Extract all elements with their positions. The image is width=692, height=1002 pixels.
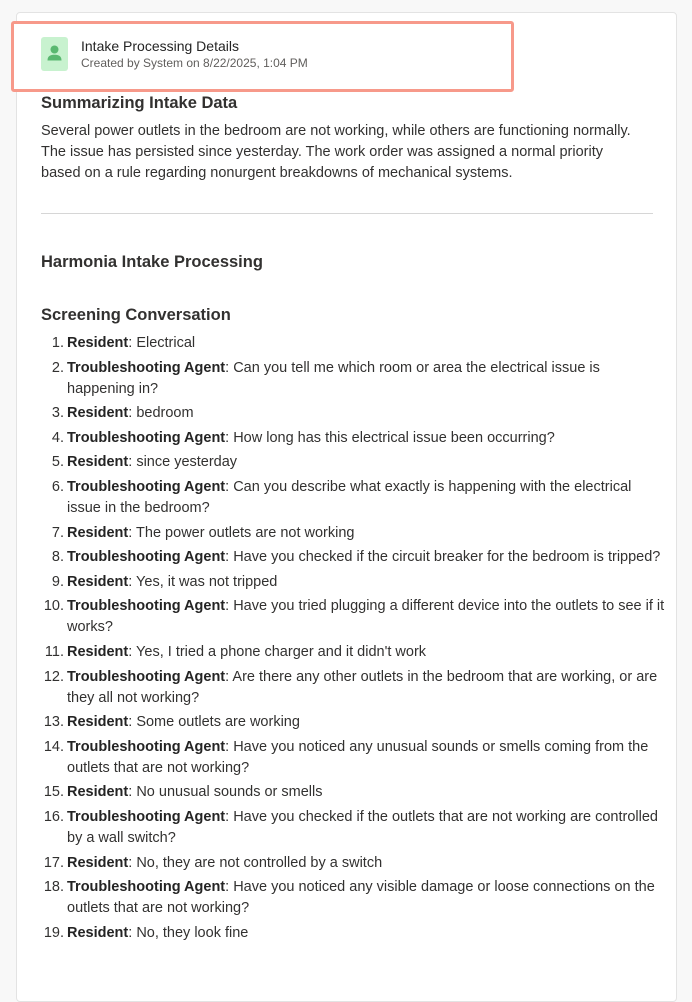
message-text: No, they are not controlled by a switch bbox=[136, 854, 383, 871]
speaker-label: Troubleshooting Agent bbox=[67, 359, 226, 376]
speaker-label: Troubleshooting Agent bbox=[67, 808, 226, 825]
conversation-item: 5. Resident: since yesterday bbox=[67, 452, 679, 473]
speaker-label: Resident bbox=[67, 405, 129, 422]
speaker-label: Resident bbox=[67, 924, 129, 941]
conversation-item: 3. Resident: bedroom bbox=[67, 403, 679, 424]
item-number: 3. bbox=[51, 405, 64, 422]
message-text: Have you checked if the circuit breaker for the bedroom is tripped? bbox=[233, 549, 661, 566]
message-text: Have you noticed any unusual sounds or smells coming from the outlets that are not working? bbox=[67, 738, 649, 776]
item-number: 13. bbox=[43, 714, 64, 731]
message-text: Are there any other outlets in the bedroom that are working, or are they all not working? bbox=[67, 668, 658, 706]
speaker-label: Troubleshooting Agent bbox=[67, 429, 226, 446]
conversation-item: 12. Troubleshooting Agent: Are there any other outlets in the bedroom that are working, or are they all not working? bbox=[67, 667, 679, 709]
conversation-item: 4. Troubleshooting Agent: How long has this electrical issue been occurring? bbox=[67, 428, 679, 449]
conversation-item: 9. Resident: Yes, it was not tripped bbox=[67, 572, 679, 593]
conversation-item: 13. Resident: Some outlets are working bbox=[67, 712, 679, 733]
message-text: Have you noticed any visible damage or loose connections on the outlets that are not working? bbox=[67, 879, 655, 917]
header-subtitle: Created by System on 8/22/2025, 1:04 PM bbox=[81, 56, 308, 70]
conversation-item: 15. Resident: No unusual sounds or smells bbox=[67, 782, 679, 803]
conversation-heading: Screening Conversation bbox=[41, 306, 231, 324]
processing-heading: Harmonia Intake Processing bbox=[41, 253, 263, 271]
message-text: Yes, it was not tripped bbox=[136, 573, 278, 590]
item-number: 9. bbox=[51, 573, 64, 590]
message-text: Can you tell me which room or area the electrical issue is happening in? bbox=[67, 359, 600, 397]
conversation-item: 16. Troubleshooting Agent: Have you checked if the outlets that are not working are controlled by a wall switch? bbox=[67, 807, 679, 849]
conversation-item: 14. Troubleshooting Agent: Have you noticed any unusual sounds or smells coming from the outlets that are not working? bbox=[67, 737, 679, 779]
summary-text: Several power outlets in the bedroom are not working, while others are functioning normally. The issue has persisted since yesterday. The work order was assigned a normal priority based on a rule regarding nonurgent breakdowns of mechanical systems. bbox=[41, 123, 631, 181]
conversation-item: 1. Resident: Electrical bbox=[67, 333, 679, 354]
item-number: 11. bbox=[44, 643, 64, 660]
conversation-item: 8. Troubleshooting Agent: Have you checked if the circuit breaker for the bedroom is tripped? bbox=[67, 547, 679, 568]
message-text: Have you tried plugging a different device into the outlets to see if it works? bbox=[67, 598, 665, 636]
speaker-label: Troubleshooting Agent bbox=[67, 738, 226, 755]
speaker-label: Resident bbox=[67, 784, 129, 801]
speaker-label: Resident bbox=[67, 454, 129, 471]
item-number: 8. bbox=[51, 549, 64, 566]
message-text: Some outlets are working bbox=[136, 714, 300, 731]
message-text: Electrical bbox=[136, 335, 196, 351]
item-number: 2. bbox=[51, 359, 64, 376]
item-number: 19. bbox=[43, 924, 64, 941]
item-number: 15. bbox=[43, 784, 64, 801]
conversation-item: 17. Resident: No, they are not controlled by a switch bbox=[67, 853, 679, 874]
message-text: How long has this electrical issue been occurring? bbox=[233, 429, 555, 446]
item-number: 7. bbox=[51, 524, 64, 541]
speaker-label: Resident bbox=[67, 643, 129, 660]
speaker-label: Troubleshooting Agent bbox=[67, 478, 226, 495]
conversation-item: 19. Resident: No, they look fine bbox=[67, 923, 679, 944]
speaker-label: Resident bbox=[67, 524, 129, 541]
item-number: 5. bbox=[51, 454, 64, 471]
message-text: The power outlets are not working bbox=[136, 524, 355, 541]
message-text: Can you describe what exactly is happening with the electrical issue in the bedroom? bbox=[67, 478, 632, 516]
summary-heading: Summarizing Intake Data bbox=[41, 94, 238, 112]
conversation-item: 6. Troubleshooting Agent: Can you describe what exactly is happening with the electrical issue in the bedroom? bbox=[67, 477, 679, 519]
item-number: 14. bbox=[43, 738, 64, 755]
message-text: No, they look fine bbox=[136, 924, 249, 941]
item-number: 6. bbox=[51, 478, 64, 495]
speaker-label: Troubleshooting Agent bbox=[67, 668, 226, 685]
conversation-item: 18. Troubleshooting Agent: Have you noticed any visible damage or loose connections on the outlets that are not working? bbox=[67, 877, 679, 919]
item-number: 12. bbox=[43, 668, 64, 685]
message-text: bedroom bbox=[136, 405, 194, 422]
item-number: 18. bbox=[43, 879, 64, 896]
item-number: 10. bbox=[43, 598, 64, 615]
item-number: 16. bbox=[43, 808, 64, 825]
header-title: Intake Processing Details bbox=[81, 38, 239, 54]
item-number: 4. bbox=[51, 429, 64, 446]
speaker-label: Troubleshooting Agent bbox=[67, 549, 226, 566]
speaker-label: Resident bbox=[67, 573, 129, 590]
speaker-label: Resident bbox=[67, 714, 129, 731]
message-text: since yesterday bbox=[136, 454, 238, 471]
divider bbox=[41, 213, 653, 214]
speaker-label: Resident bbox=[67, 335, 129, 351]
message-text: No unusual sounds or smells bbox=[136, 784, 323, 801]
conversation-list bbox=[41, 333, 679, 947]
message-text: Have you checked if the outlets that are not working are controlled by a wall switch? bbox=[67, 808, 658, 846]
avatar bbox=[41, 37, 68, 71]
speaker-label: Troubleshooting Agent bbox=[67, 598, 226, 615]
speaker-label: Troubleshooting Agent bbox=[67, 879, 226, 896]
conversation-item: 10. Troubleshooting Agent: Have you tried plugging a different device into the outlets to see if it works? bbox=[67, 596, 679, 638]
item-number: 17. bbox=[43, 854, 64, 871]
conversation-item: 2. Troubleshooting Agent: Can you tell me which room or area the electrical issue is happening in? bbox=[67, 358, 679, 400]
conversation-item: 7. Resident: The power outlets are not working bbox=[67, 523, 679, 544]
speaker-label: Resident bbox=[67, 854, 129, 871]
conversation-item: 11. Resident: Yes, I tried a phone charger and it didn't work bbox=[67, 642, 679, 663]
person-icon bbox=[41, 37, 68, 71]
message-text: Yes, I tried a phone charger and it didn't work bbox=[136, 643, 427, 660]
item-number: 1. bbox=[51, 335, 64, 351]
